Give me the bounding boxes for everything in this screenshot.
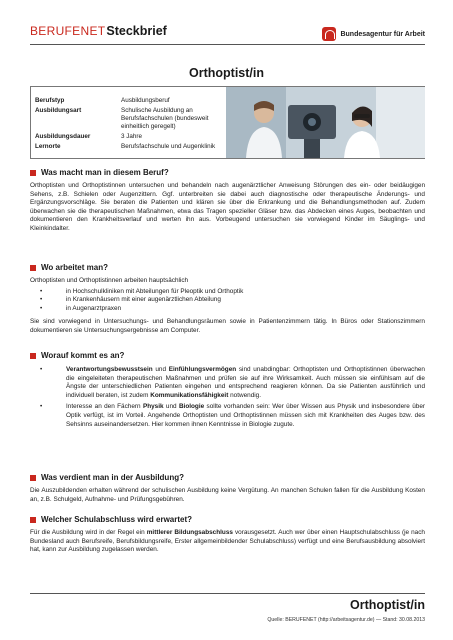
- section-tasks: [30, 167, 425, 234]
- workplace-list: [30, 288, 425, 314]
- emphasis: mittlerer Bildungsabschluss: [146, 529, 233, 536]
- section-text: [30, 529, 425, 555]
- emphasis: Kommunikationsfähigkeit: [150, 391, 229, 399]
- section-workplace: [30, 262, 425, 336]
- emphasis: Verantwortungsbewusstsein: [66, 366, 153, 373]
- info-key: Ausbildungsart: [35, 107, 82, 114]
- footer-divider: [30, 593, 425, 594]
- square-bullet-icon: [30, 170, 36, 176]
- square-bullet-icon: [30, 475, 36, 481]
- list-item: • in Hochschulkliniken mit Abteilungen für Pleoptik und Orthoptik: [30, 288, 425, 297]
- info-value: Ausbildungsberuf: [121, 97, 170, 104]
- header-divider: [30, 44, 425, 45]
- text: sollte vorhanden sein: Wer über Wissen aus Physik und insbesondere über Optik verfügt, ist im Vorteil. Angehende Orthoptisten und Orthoptistinnen müssen sich mit Krankheiten des Auges bzw. des Sehsinns auseinandersetzen. Hier kommen ihnen Kenntnisse in Biologie zugute.: [66, 403, 425, 428]
- section-intro: Orthoptisten und Orthoptistinnen arbeiten hauptsächlich: [30, 277, 189, 284]
- info-key: Lernorte: [35, 143, 61, 150]
- list-item: • in Krankenhäusern mit einer augenärztlichen Abteilung: [30, 296, 425, 305]
- section-text: Orthoptisten und Orthoptistinnen untersuchen und behandeln nach augenärztlicher Anweisung Störungen des ein- oder beidäugigen Sehens, z.B. Schielen oder Augenzittern. Ggf. unterbreiten sie dabei auch diagnostische oder therapeutische Änderungs- und Ergänzungsvorschläge. Sie beraten die Patienten und klären sie über die Erkrankung und die Behandlungsmethoden auf. Zudem überwachen sie die therapeutischen Maßnahmen, etwa das Tragen spezieller Gläser bzw. das Abdecken eines Auges, beobachten und dokumentieren den Krankheitsverlauf und werten ihn aus. Vorbeugend untersuchen sie vorwiegend Kinder im Säuglings- und Kleinkindalter.: [30, 182, 425, 232]
- agency-name: Bundesagentur für Arbeit: [340, 30, 425, 38]
- emphasis: Physik: [142, 403, 164, 411]
- section-heading-text: Wo arbeitet man?: [41, 263, 108, 272]
- text: Interesse an den Fächern: [66, 403, 143, 411]
- text: und: [152, 366, 169, 373]
- emphasis: Biologie: [178, 403, 205, 411]
- info-key: Berufstyp: [35, 97, 65, 104]
- page-header: [0, 0, 453, 50]
- list-item: • in Augenarztpraxen: [30, 305, 425, 314]
- info-row: [35, 97, 223, 107]
- agency-mark-icon: [322, 27, 336, 41]
- section-education: [30, 514, 425, 555]
- text: und: [163, 403, 179, 411]
- brand: [30, 24, 167, 44]
- section-heading: [30, 514, 425, 525]
- footer-source: Quelle: BERUFENET (http://arbeitsagentur.de) — Stand: 30.08.2013: [267, 617, 425, 623]
- emphasis: Einfühlungsvermögen: [168, 366, 237, 373]
- info-value: 3 Jahre: [121, 133, 143, 140]
- section-text: Die Auszubildenden erhalten während der schulischen Ausbildung keine Vergütung. An manchen Schulen fallen für die Ausbildung Kosten an, z.B. Schulgeld, Aufnahme- und Prüfungsgebühren.: [30, 487, 425, 503]
- requirements-list: [30, 366, 425, 429]
- agency-logo: [322, 27, 425, 41]
- info-row: [35, 107, 223, 133]
- square-bullet-icon: [30, 265, 36, 271]
- section-heading-text: Was macht man in diesem Beruf?: [41, 168, 169, 177]
- info-row: [35, 133, 223, 143]
- section-salary: [30, 472, 425, 504]
- square-bullet-icon: [30, 517, 36, 523]
- info-value: Schulische Ausbildung an Berufsfachschulen (bundesweit einheitlich geregelt): [121, 107, 209, 130]
- list-item: [30, 403, 425, 429]
- section-heading-text: Worauf kommt es an?: [41, 351, 125, 360]
- text: Für die Ausbildung wird in der Regel ein: [30, 529, 147, 536]
- section-heading-text: Was verdient man in der Ausbildung?: [41, 473, 184, 482]
- section-outro: Sie sind vorwiegend in Untersuchungs- und Behandlungsräumen sowie in Patientenzimmern tätig. In Büros oder Stationszimmern dokumentieren sie Untersuchungsergebnisse am Computer.: [30, 318, 425, 334]
- page-title: Orthoptist/in: [189, 66, 264, 80]
- info-table: [35, 97, 223, 153]
- document-type: Steckbrief: [106, 24, 167, 38]
- text: sind unabdingbar: Orthoptisten und Orthoptistinnen überwachen die eingeleiteten therapeutischen Maßnahmen und prüfen sie auf ihre Wirksamkeit. Auch müssen sie einfühlsam auf die Ängste der unterschiedlichen Patienten eingehen und entsprechend reagieren können. Da sie Patienten ausführlich und individuell beraten, ist zudem: [66, 366, 425, 399]
- berufenet-logo: BERUFENET: [30, 24, 106, 38]
- section-heading: [30, 472, 425, 483]
- photo-illustration: [226, 87, 425, 158]
- footer-title: Orthoptist/in: [350, 598, 425, 612]
- profession-photo: [226, 87, 425, 158]
- section-heading-text: Welcher Schulabschluss wird erwartet?: [41, 515, 193, 524]
- square-bullet-icon: [30, 353, 36, 359]
- info-box: [30, 86, 425, 159]
- list-item: [30, 366, 425, 400]
- section-heading: [30, 167, 425, 178]
- section-heading: [30, 350, 425, 361]
- info-value: Berufsfachschule und Augenklinik: [121, 143, 216, 150]
- info-key: Ausbildungsdauer: [35, 133, 91, 140]
- info-row: [35, 143, 223, 153]
- text: vorausgesetzt. Auch wer über einen Hauptschulabschluss (je nach Bundesland auch Berufsreife, Berufsbildungsreife, Erster allgemeinbildender Schulabschluss) verfügt und eine Berufsausbildung absolviert hat, kann zur Ausbildung zugelassen werden.: [30, 529, 425, 554]
- section-requirements: [30, 350, 425, 429]
- text: notwendig.: [228, 391, 262, 399]
- section-heading: [30, 262, 425, 273]
